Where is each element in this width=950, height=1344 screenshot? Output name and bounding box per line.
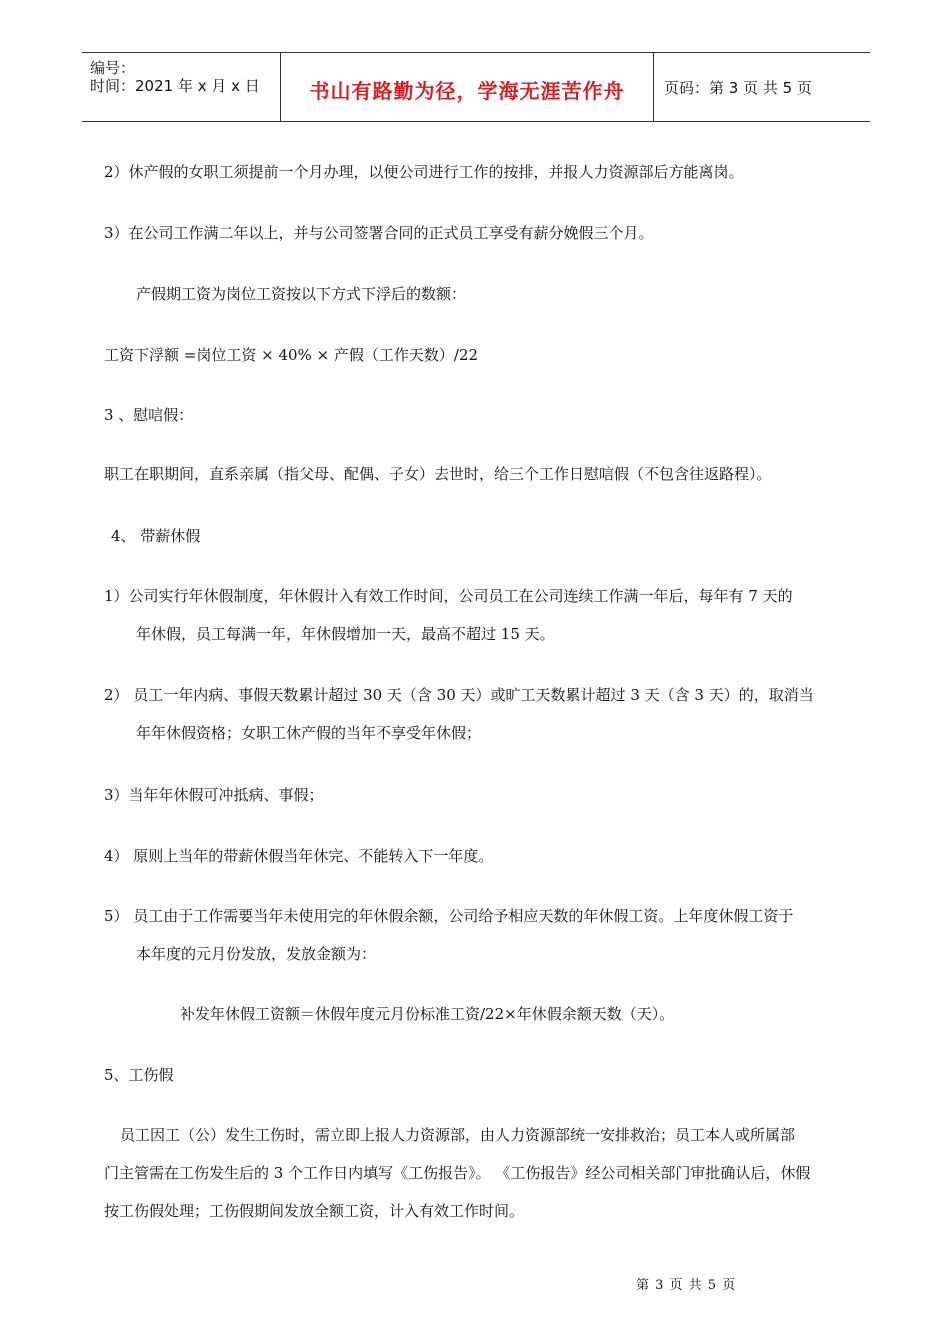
paragraph-bereavement: 职工在职期间，直系亲属（指父母、配偶、子女）去世时，给三个工作日慰唁假（不包含往返路程）。 [104, 465, 772, 483]
header-page-code: 页码：第 3 页 共 5 页 [664, 79, 812, 97]
section-heading-bereavement: 3 、慰唁假： [104, 406, 194, 424]
paragraph-annual-leave-line1: 1）公司实行年休假制度，年休假计入有效工作时间，公司员工在公司连续工作满一年后，每年有 7 天的 [104, 587, 793, 605]
paragraph-maternity-notice: 2）休产假的女职工须提前一个月办理，以便公司进行工作的按排，并报人力资源部后方能离岗。 [104, 163, 744, 181]
paragraph-leave-cancel-line1: 2） 员工一年内病、事假天数累计超过 30 天（含 30 天）或旷工天数累计超过 3 天（含 3 天）的，取消当 [104, 686, 814, 704]
section-heading-paid-leave: 4、 带薪休假 [111, 527, 201, 545]
paragraph-maternity-pay: 产假期工资为岗位工资按以下方式下浮后的数额： [136, 285, 467, 303]
paragraph-unused-leave-line1: 5） 员工由于工作需要当年未使用完的年休假余额，公司给予相应天数的年休假工资。上年度休假工资于 [104, 907, 794, 925]
page-footer-number: 第 3 页 共 5 页 [636, 1278, 737, 1293]
section-heading-injury-leave: 5、工伤假 [104, 1066, 174, 1084]
formula-pay-reduction: 工资下浮额 =岗位工资 × 40% × 产假（工作天数）/22 [104, 346, 479, 364]
document-date: 时间：2021 年 x 月 x 日 [90, 77, 260, 95]
paragraph-injury-line2: 门主管需在工伤发生后的 3 个工作日内填写《工伤报告》。 《工伤报告》经公司相关部门审批确认后，休假 [104, 1164, 811, 1182]
paragraph-injury-line1: 员工因工（公）发生工伤时，需立即上报人力资源部，由人力资源部统一安排救治；员工本人或所属部 [120, 1126, 796, 1144]
header-motto: 书山有路勤为径，学海无涯苦作舟 [309, 79, 625, 103]
paragraph-annual-leave-line2: 年休假，员工每满一年，年休假增加一天，最高不超过 15 天。 [136, 625, 555, 643]
header-meta-cell [82, 53, 280, 121]
page-header [82, 52, 870, 122]
header-page-cell [652, 53, 870, 121]
paragraph-no-carryover: 4） 原则上当年的带薪休假当年休完、不能转入下一年度。 [104, 847, 494, 865]
paragraph-unused-leave-line2: 本年度的元月份发放，发放金额为： [136, 945, 377, 963]
paragraph-maternity-leave: 3）在公司工作满二年以上，并与公司签署合同的正式员工享受有薪分娩假三个月。 [104, 224, 654, 242]
document-number-label: 编号： [90, 59, 136, 77]
paragraph-injury-line3: 按工伤假处理；工伤假期间发放全额工资，计入有效工作时间。 [104, 1202, 525, 1220]
header-motto-cell [280, 53, 654, 121]
formula-unused-leave-pay: 补发年休假工资额＝休假年度元月份标准工资/22×年休假余额天数（天）。 [180, 1005, 675, 1023]
paragraph-offset-leave: 3）当年年休假可冲抵病、事假； [104, 786, 324, 804]
paragraph-leave-cancel-line2: 年年休假资格；女职工休产假的当年不享受年休假； [136, 724, 482, 742]
